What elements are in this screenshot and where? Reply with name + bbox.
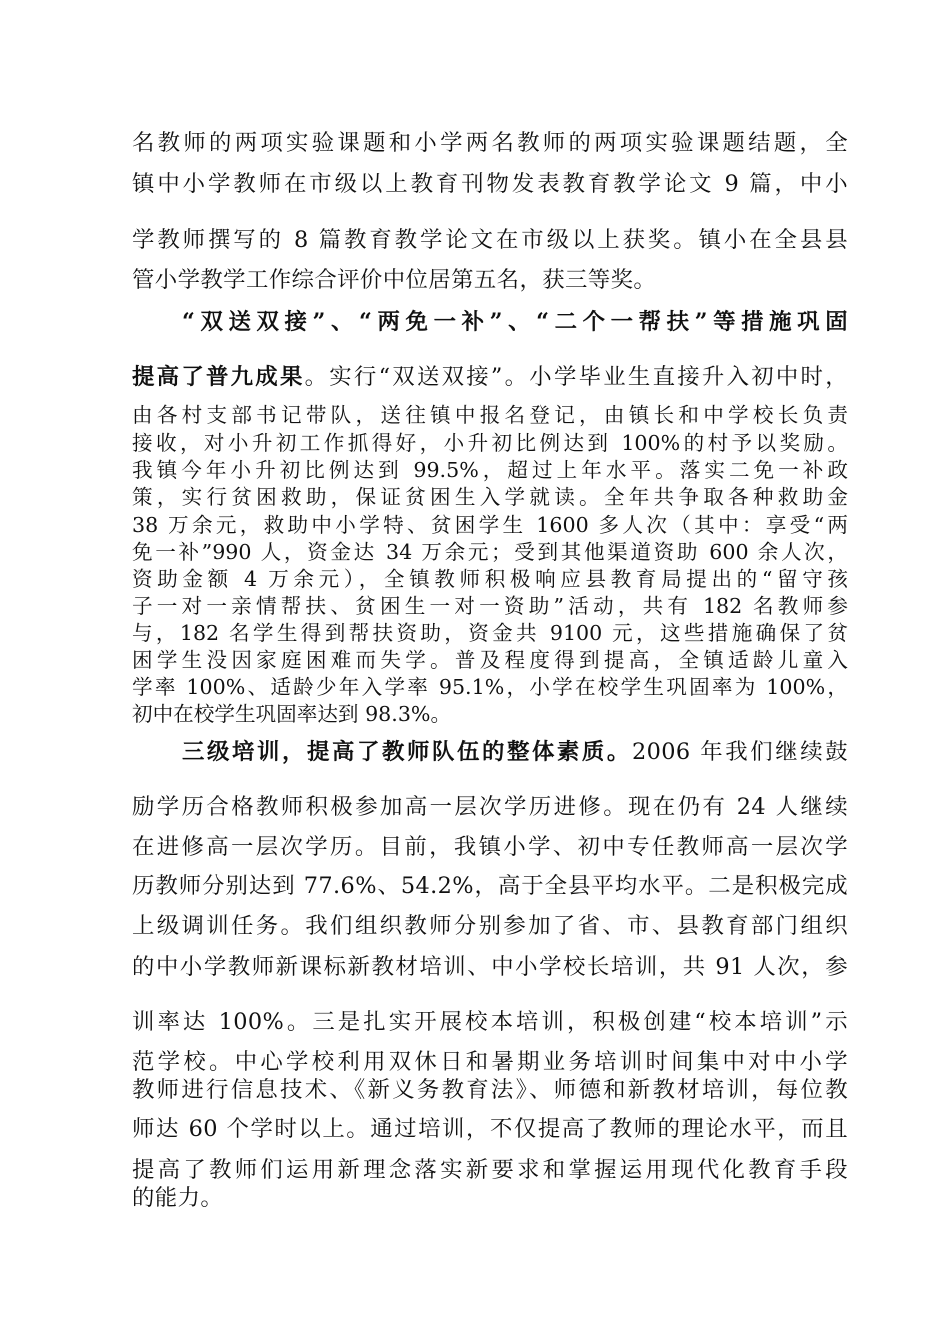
body-text: 。实行“双送双接”。小学毕业生直接升入初中时，: [304, 364, 848, 390]
heading-text: “双送双接”、“两免一补”、“二个一帮扶”等措施巩固: [182, 309, 848, 335]
text-line: 与，182 名学生得到帮扶资助，资金共 9100 元，这些措施确保了贫: [132, 621, 848, 645]
text-line: 范学校。中心学校利用双休日和暑期业务培训时间集中对中小学: [132, 1049, 848, 1075]
paragraph-heading: [182, 308, 848, 336]
text-line: [132, 363, 848, 391]
heading-text: 三级培训，提高了教师队伍的整体素质。: [182, 739, 632, 765]
text-line: 管小学教学工作综合评价中位居第五名，获三等奖。: [132, 267, 657, 293]
text-line: [182, 738, 848, 766]
text-line: 38 万余元，救助中小学特、贫困学生 1600 多人次（其中：享受“两: [132, 513, 848, 537]
text-line: 策，实行贫困救助，保证贫困生入学就读。全年共争取各种救助金: [132, 485, 848, 509]
text-line: 困学生没因家庭困难而失学。普及程度得到提高，全镇适龄儿童入: [132, 648, 848, 672]
text-line: 历教师分别达到 77.6%、54.2%，高于全县平均水平。二是积极完成: [132, 873, 848, 899]
text-line: 接收，对小升初工作抓得好，小升初比例达到 100%的村予以奖励。: [132, 431, 848, 455]
text-line: 励学历合格教师积极参加高一层次学历进修。现在仍有 24 人继续: [132, 794, 848, 820]
text-line: 提高了教师们运用新理念落实新要求和掌握运用现代化教育手段: [132, 1157, 848, 1183]
text-line: 的能力。: [132, 1185, 224, 1211]
text-line: 师达 60 个学时以上。通过培训，不仅提高了教师的理论水平，而且: [132, 1116, 848, 1142]
text-line: 名教师的两项实验课题和小学两名教师的两项实验课题结题，全: [132, 130, 848, 156]
text-line: 学教师撰写的 8 篇教育教学论文在市级以上获奖。镇小在全县县: [132, 227, 848, 253]
body-text: 2006 年我们继续鼓: [631, 739, 848, 765]
text-line: 由各村支部书记带队，送往镇中报名登记，由镇长和中学校长负责: [132, 403, 848, 427]
text-line: 资助金额 4 万余元），全镇教师积极响应县教育局提出的“留守孩: [132, 567, 848, 591]
text-line: 学率 100%、适龄少年入学率 95.1%，小学在校学生巩固率为 100%，: [132, 675, 848, 699]
text-line: 初中在校学生巩固率达到 98.3%。: [132, 702, 452, 726]
text-line: 在进修高一层次学历。目前，我镇小学、初中专任教师高一层次学: [132, 834, 848, 860]
text-line: 上级调训任务。我们组织教师分别参加了省、市、县教育部门组织: [132, 913, 848, 939]
heading-text: 提高了普九成果: [132, 364, 305, 390]
text-line: 免一补”990 人，资金达 34 万余元；受到其他渠道资助 600 余人次，: [132, 540, 848, 564]
text-line: 训率达 100%。三是扎实开展校本培训，积极创建“校本培训”示: [132, 1009, 848, 1035]
text-line: 子一对一亲情帮扶、贫困生一对一资助”活动，共有 182 名教师参: [132, 594, 848, 618]
text-line: 教师进行信息技术、《新义务教育法》、师德和新教材培训，每位教: [132, 1077, 848, 1103]
text-line: 镇中小学教师在市级以上教育刊物发表教育教学论文 9 篇，中小: [132, 171, 848, 197]
text-line: 的中小学教师新课标新教材培训、中小学校长培训，共 91 人次，参: [132, 954, 848, 980]
text-line: 我镇今年小升初比例达到 99.5%，超过上年水平。落实二免一补政: [132, 458, 848, 482]
